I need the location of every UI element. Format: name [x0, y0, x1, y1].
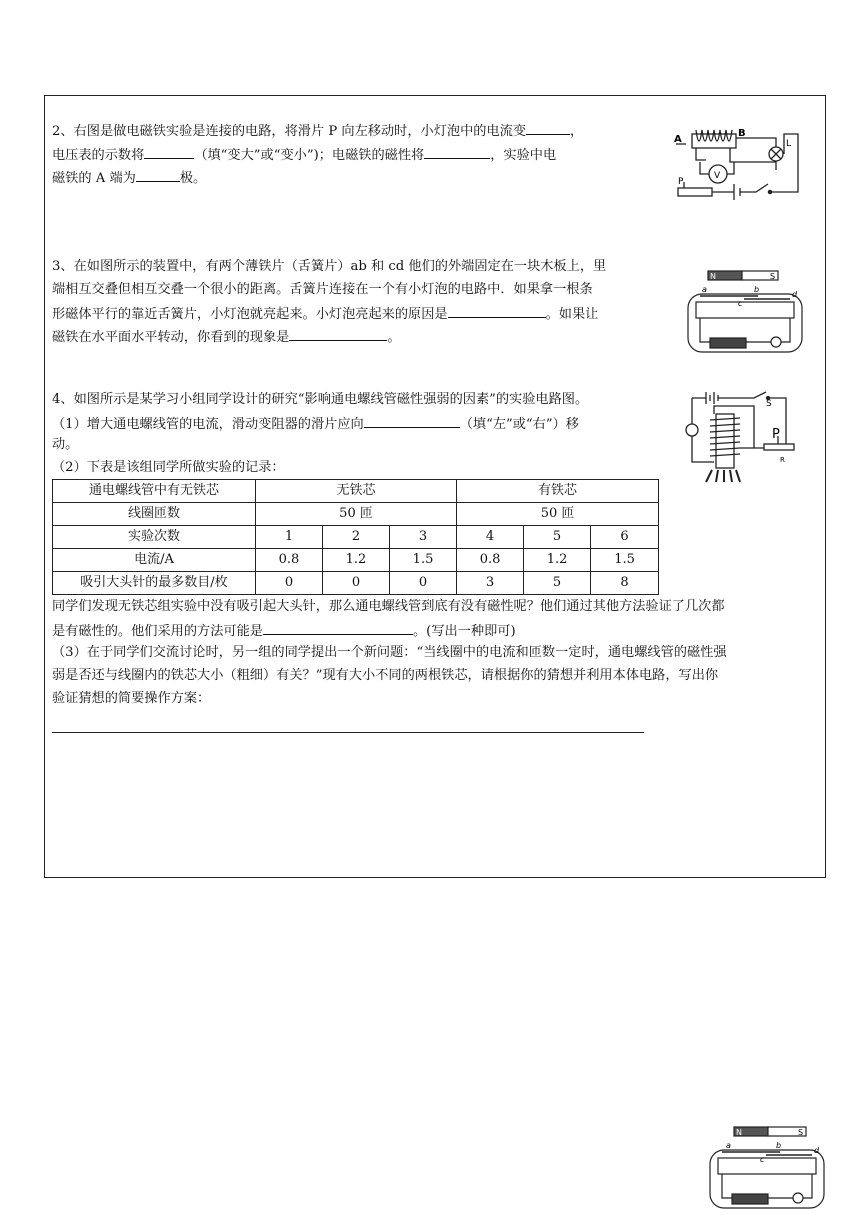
table-cell: 6 — [591, 526, 659, 549]
q2-line-1 — [52, 121, 583, 141]
table-cell: 3 — [457, 572, 524, 595]
stray-fig-label-a: a — [726, 1141, 731, 1150]
table-cell: 吸引大头针的最多数目/枚 — [53, 572, 256, 595]
table-row — [53, 480, 659, 503]
table-cell: 0 — [323, 572, 390, 595]
q4-p3-text-3: 验证猜想的简要操作方案： — [52, 691, 211, 706]
q3-fig-label-a: a — [702, 285, 707, 294]
q4-part1-line-1 — [52, 414, 579, 434]
battery-icon — [734, 184, 740, 200]
q2-blank-magnetism[interactable] — [424, 145, 490, 159]
q3-fig-label-d: d — [792, 290, 798, 299]
experiment-record-table — [52, 479, 659, 595]
q4-intro — [52, 391, 588, 409]
q3-line-4 — [52, 327, 401, 347]
table-cell: 无铁芯 — [256, 480, 457, 503]
q4-p2-text: （2）下表是该组同学所做实验的记录： — [52, 460, 285, 475]
q4-answer-line[interactable] — [52, 732, 644, 733]
table-row — [53, 526, 659, 549]
q4-p3-text-1: （3）在于同学们交流讨论时，另一组的同学提出一个新问题：“当线圈中的电流和匝数一定时，通电螺线管的磁性强 — [52, 645, 727, 660]
q3-blank-phenomenon[interactable] — [289, 327, 387, 341]
rheostat-icon — [764, 444, 794, 450]
stray-fig-label-s: S — [798, 1128, 804, 1137]
q3-line-1 — [52, 258, 606, 276]
q4-after-text-1: 同学们发现无铁芯组实验中没有吸引起大头针，那么通电螺线管到底有没有磁性呢？他们通过其他方法验证了几次都 — [52, 599, 725, 614]
rheostat-icon — [678, 188, 712, 196]
q4-p3-text-2: 弱是否还与线圈内的铁芯大小（粗细）有关？”现有大小不同的两根铁芯，请根据你的猜想并利用本体电路，写出你 — [52, 668, 719, 683]
table-cell: 50 匝 — [256, 503, 457, 526]
q2-line-2 — [52, 145, 556, 165]
pins-icon — [706, 470, 740, 482]
q3-fig-label-n: N — [710, 272, 716, 281]
table-cell: 1 — [256, 526, 323, 549]
q4-p1-text-c: 动。 — [52, 437, 79, 452]
q4-part2 — [52, 459, 285, 477]
stray-reed-switch-figure — [704, 1124, 830, 1212]
q3-reed-switch-figure — [682, 268, 808, 356]
solenoid-core — [716, 414, 734, 468]
q2-fig-label-p: P — [678, 177, 684, 187]
table-cell: 2 — [323, 526, 390, 549]
q3-text-4b: 。 — [387, 330, 401, 345]
table-cell: 电流/A — [53, 549, 256, 572]
stray-fig-label-d: d — [814, 1146, 820, 1155]
q4-fig-label-p: P — [772, 427, 780, 442]
q4-after-table-2 — [52, 621, 516, 641]
q4-after-text-2a: 是有磁性的。他们采用的方法可能是 — [52, 624, 263, 639]
q4-part3-line-3 — [52, 690, 210, 708]
q4-fig-label-r: R — [780, 456, 785, 464]
q3-text-2: 端相互交叠但相互交叠一个很小的距离。舌簧片连接在一个有小灯泡的电路中．如果拿一根条 — [52, 282, 593, 297]
q2-text-1-end: ， — [570, 124, 584, 139]
table-cell: 0.8 — [457, 549, 524, 572]
q4-p1-text-a: （1）增大通电螺线管的电流，滑动变阻器的滑片应向 — [52, 417, 364, 432]
table-cell: 4 — [457, 526, 524, 549]
table-row — [53, 549, 659, 572]
q3-line-3 — [52, 304, 598, 324]
q2-text-3a: 磁铁的 A 端为 — [52, 171, 136, 186]
battery-icon — [732, 1194, 768, 1204]
q2-text-3b: 极。 — [179, 171, 207, 186]
table-cell: 实验次数 — [53, 526, 256, 549]
stray-fig-label-b: b — [776, 1141, 782, 1150]
q4-p1-text-b: （填“左”或“右”）移 — [459, 417, 579, 432]
q3-text-4a: 磁铁在水平面水平转动，你看到的现象是 — [52, 330, 290, 345]
table-cell: 1.2 — [323, 549, 390, 572]
q2-blank-voltmeter[interactable] — [144, 145, 194, 159]
table-cell: 8 — [591, 572, 659, 595]
table-cell: 5 — [524, 526, 591, 549]
table-cell: 1.5 — [591, 549, 659, 572]
solenoid-coil — [710, 418, 740, 456]
q3-blank-reason[interactable] — [448, 304, 546, 318]
q3-text-3b: 。如果让 — [545, 307, 599, 322]
q3-fig-label-b: b — [754, 285, 760, 294]
q2-text-1: 2、右图是做电磁铁实验是连接的电路，将滑片 P 向左移动时，小灯泡中的电流变 — [52, 124, 527, 139]
table-row — [53, 572, 659, 595]
table-cell: 0 — [390, 572, 457, 595]
q4-blank-slider[interactable] — [364, 414, 460, 428]
q3-text-3a: 形磁体平行的靠近舌簧片，小灯泡就亮起来。小灯泡亮起来的原因是 — [52, 307, 448, 322]
q4-intro-text: 4、如图所示是某学习小组同学设计的研究“影响通电螺线管磁性强弱的因素”的实验电路图。 — [52, 392, 589, 407]
q3-line-2 — [52, 281, 593, 299]
q3-fig-label-c: c — [738, 299, 743, 308]
q2-fig-label-a: A — [674, 134, 682, 145]
bulb-icon — [771, 337, 781, 347]
table-cell: 通电螺线管中有无铁芯 — [53, 480, 256, 503]
battery-icon — [706, 392, 718, 404]
q2-fig-label-b: B — [738, 128, 746, 139]
q4-after-table-1 — [52, 598, 725, 616]
q3-text-1: 3、在如图所示的装置中，有两个薄铁片（舌簧片）ab 和 cd 他们的外端固定在一块木板上，里 — [52, 259, 607, 274]
q2-text-2a: 电压表的示数将 — [52, 148, 145, 163]
q4-fig-label-s: S — [766, 399, 772, 409]
table-cell: 1.5 — [390, 549, 457, 572]
q2-line-3 — [52, 168, 206, 188]
q4-part1-line-2 — [52, 436, 78, 454]
table-cell: 1.2 — [524, 549, 591, 572]
table-row — [53, 503, 659, 526]
q3-fig-label-s: S — [770, 272, 776, 281]
electromagnet-coil — [696, 130, 732, 141]
bulb-icon — [793, 1193, 803, 1203]
battery-icon — [710, 338, 746, 348]
q2-blank-pole[interactable] — [136, 168, 180, 182]
q4-solenoid-figure — [682, 388, 802, 484]
table-cell: 线圈匝数 — [53, 503, 256, 526]
ammeter-icon — [686, 424, 698, 436]
table-cell: 50 匝 — [457, 503, 659, 526]
q2-blank-current[interactable] — [526, 121, 570, 135]
q2-fig-label-l: L — [786, 139, 792, 149]
q4-part3-line-2 — [52, 667, 718, 685]
table-cell: 0 — [256, 572, 323, 595]
q4-part3-line-1 — [52, 644, 727, 662]
q2-text-2b: （填“变大”或“变小”)；电磁铁的磁性将 — [194, 148, 425, 163]
q2-text-2c: ，实验中电 — [490, 148, 557, 163]
stray-fig-label-n: N — [736, 1128, 742, 1137]
stray-fig-label-c: c — [760, 1155, 765, 1164]
table-cell: 0.8 — [256, 549, 323, 572]
q2-fig-label-v: V — [714, 171, 721, 181]
table-cell: 有铁芯 — [457, 480, 659, 503]
table-cell: 5 — [524, 572, 591, 595]
table-cell: 3 — [390, 526, 457, 549]
q4-blank-method[interactable] — [263, 621, 413, 635]
q4-after-text-2b: 。(写出一种即可) — [413, 624, 516, 639]
q2-circuit-figure — [672, 126, 804, 202]
